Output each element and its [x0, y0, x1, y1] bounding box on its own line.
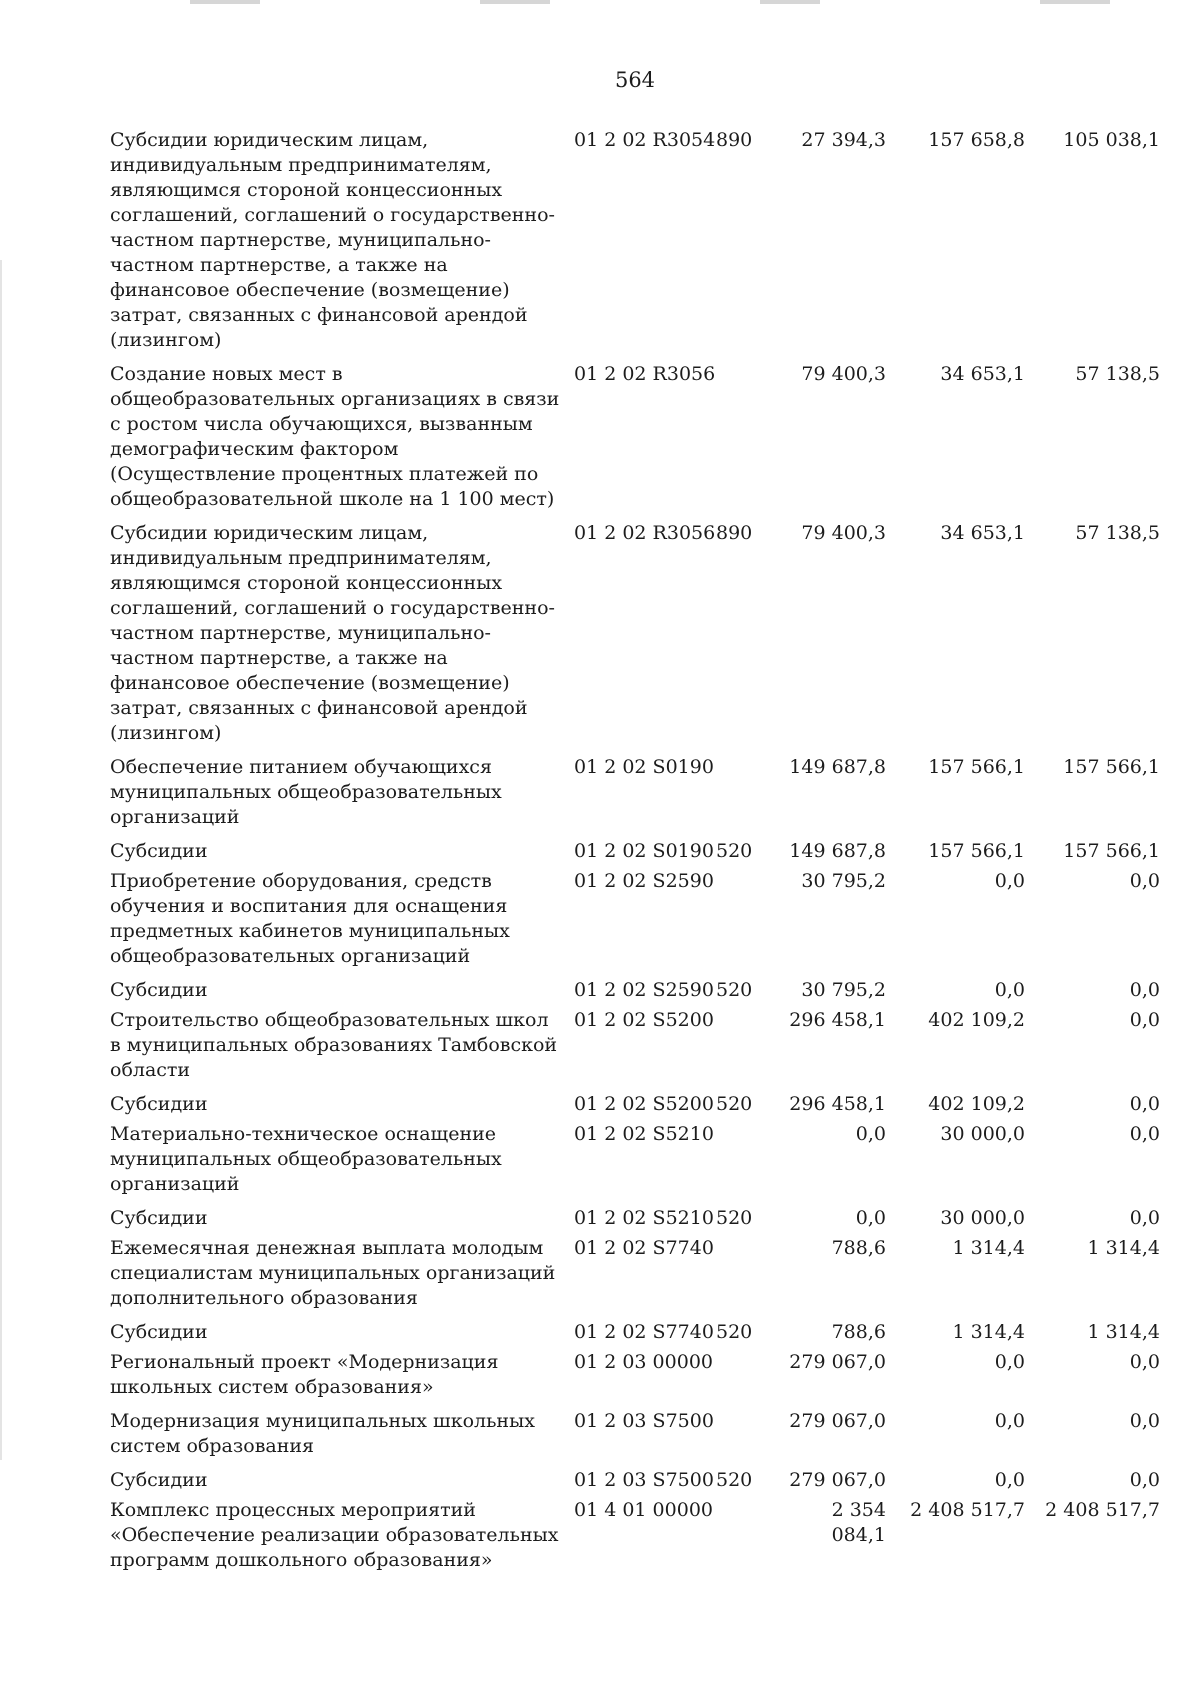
table-row [110, 755, 1180, 830]
row-amount-year-1: 296 458,1 [789, 1009, 886, 1031]
row-name: Субсидии юридическим лицам, индивидуальным предпринимателям, являющимся стороной концессионных соглашений, соглашений о государственно-частном партнерстве, муниципально-частном партнерстве, а также на финансовое обеспечение (возмещение) затрат, связанных с финансовой арендой (лизингом) [110, 522, 555, 744]
budget-table [110, 128, 1180, 1582]
row-amount-year-3: 0,0 [1129, 1207, 1160, 1229]
row-expense-type: 890 [716, 522, 753, 544]
row-code: 01 2 02 S0190 [574, 840, 714, 862]
row-amount-year-2: 1 314,4 [952, 1237, 1025, 1259]
row-name: Субсидии [110, 1207, 208, 1229]
row-amount-year-1: 0,0 [855, 1123, 886, 1145]
row-amount-year-3: 57 138,5 [1075, 522, 1160, 544]
row-amount-year-1: 2 354 084,1 [831, 1499, 886, 1546]
row-amount-year-3: 1 314,4 [1087, 1237, 1160, 1259]
row-amount-year-1: 79 400,3 [801, 522, 886, 544]
table-row [110, 869, 1180, 969]
row-name: Приобретение оборудования, средств обучения и воспитания для оснащения предметных кабинетов муниципальных общеобразовательных организаций [110, 870, 510, 967]
row-code: 01 2 03 00000 [574, 1351, 714, 1373]
row-amount-year-1: 788,6 [831, 1321, 886, 1343]
row-amount-year-3: 2 408 517,7 [1045, 1499, 1160, 1521]
row-code: 01 2 02 R3054 [574, 129, 716, 151]
row-code: 01 4 01 00000 [574, 1499, 714, 1521]
row-amount-year-1: 149 687,8 [789, 756, 886, 778]
row-name: Модернизация муниципальных школьных систем образования [110, 1410, 535, 1457]
row-name: Субсидии юридическим лицам, индивидуальным предпринимателям, являющимся стороной концессионных соглашений, соглашений о государственно-частном партнерстве, муниципально-частном партнерстве, а также на финансовое обеспечение (возмещение) затрат, связанных с финансовой арендой (лизингом) [110, 129, 555, 351]
row-amount-year-1: 30 795,2 [801, 870, 886, 892]
table-row [110, 1008, 1180, 1083]
row-name: Субсидии [110, 840, 208, 862]
row-amount-year-3: 157 566,1 [1063, 840, 1160, 862]
row-amount-year-3: 0,0 [1129, 1009, 1160, 1031]
row-code: 01 2 02 S0190 [574, 756, 714, 778]
table-row [110, 1320, 1180, 1345]
page-number: 564 [614, 68, 656, 92]
row-amount-year-2: 30 000,0 [940, 1207, 1025, 1229]
row-amount-year-3: 1 314,4 [1087, 1321, 1160, 1343]
scan-artifact [480, 0, 550, 4]
row-code: 01 2 02 S7740 [574, 1237, 714, 1259]
scan-edge [0, 260, 2, 1460]
row-amount-year-3: 0,0 [1129, 870, 1160, 892]
row-code: 01 2 02 S5200 [574, 1009, 714, 1031]
row-amount-year-2: 402 109,2 [928, 1009, 1025, 1031]
row-code: 01 2 02 R3056 [574, 363, 716, 385]
row-code: 01 2 02 S5210 [574, 1123, 714, 1145]
row-code: 01 2 02 S7740 [574, 1321, 714, 1343]
table-row [110, 839, 1180, 864]
row-amount-year-1: 279 067,0 [789, 1410, 886, 1432]
table-row [110, 521, 1180, 746]
row-code: 01 2 02 S5200 [574, 1093, 714, 1115]
row-name: Строительство общеобразовательных школ в муниципальных образованиях Тамбовской области [110, 1009, 558, 1081]
row-expense-type: 890 [716, 129, 753, 151]
row-amount-year-2: 34 653,1 [940, 363, 1025, 385]
row-amount-year-3: 0,0 [1129, 979, 1160, 1001]
row-name: Субсидии [110, 979, 208, 1001]
table-row [110, 1409, 1180, 1459]
row-amount-year-2: 157 566,1 [928, 840, 1025, 862]
table-row [110, 1206, 1180, 1231]
row-code: 01 2 02 R3056 [574, 522, 716, 544]
row-amount-year-1: 27 394,3 [801, 129, 886, 151]
row-expense-type: 520 [716, 1207, 753, 1229]
row-amount-year-2: 2 408 517,7 [910, 1499, 1025, 1521]
row-name: Материально-техническое оснащение муниципальных общеобразовательных организаций [110, 1123, 502, 1195]
row-amount-year-2: 0,0 [994, 979, 1025, 1001]
row-amount-year-3: 0,0 [1129, 1469, 1160, 1491]
row-amount-year-1: 279 067,0 [789, 1351, 886, 1373]
row-code: 01 2 02 S5210 [574, 1207, 714, 1229]
table-row [110, 1236, 1180, 1311]
row-amount-year-1: 79 400,3 [801, 363, 886, 385]
row-name: Комплекс процессных мероприятий «Обеспечение реализации образовательных программ дошкольного образования» [110, 1499, 559, 1571]
row-amount-year-2: 1 314,4 [952, 1321, 1025, 1343]
row-name: Региональный проект «Модернизация школьных систем образования» [110, 1351, 499, 1398]
row-name: Ежемесячная денежная выплата молодым специалистам муниципальных организаций дополнительного образования [110, 1237, 556, 1309]
row-expense-type: 520 [716, 1469, 753, 1491]
table-row [110, 1122, 1180, 1197]
row-expense-type: 520 [716, 1321, 753, 1343]
row-amount-year-2: 0,0 [994, 1410, 1025, 1432]
table-row [110, 128, 1180, 353]
row-code: 01 2 03 S7500 [574, 1410, 714, 1432]
row-amount-year-3: 0,0 [1129, 1123, 1160, 1145]
row-name: Субсидии [110, 1093, 208, 1115]
row-amount-year-1: 149 687,8 [789, 840, 886, 862]
table-row [110, 1092, 1180, 1117]
table-row [110, 1350, 1180, 1400]
row-amount-year-1: 30 795,2 [801, 979, 886, 1001]
table-row [110, 1468, 1180, 1493]
row-code: 01 2 03 S7500 [574, 1469, 714, 1491]
row-code: 01 2 02 S2590 [574, 870, 714, 892]
scan-artifact [760, 0, 820, 4]
row-amount-year-2: 30 000,0 [940, 1123, 1025, 1145]
row-amount-year-3: 0,0 [1129, 1410, 1160, 1432]
row-code: 01 2 02 S2590 [574, 979, 714, 1001]
row-amount-year-3: 0,0 [1129, 1093, 1160, 1115]
row-name: Создание новых мест в общеобразовательных организациях в связи с ростом числа обучающихся, вызванным демографическим фактором (Осуществление процентных платежей по общеобразовательной школе на 1 100 мест) [110, 363, 560, 510]
row-name: Субсидии [110, 1321, 208, 1343]
row-expense-type: 520 [716, 1093, 753, 1115]
row-amount-year-3: 0,0 [1129, 1351, 1160, 1373]
row-amount-year-3: 105 038,1 [1063, 129, 1160, 151]
row-amount-year-1: 0,0 [855, 1207, 886, 1229]
row-amount-year-1: 279 067,0 [789, 1469, 886, 1491]
row-amount-year-2: 402 109,2 [928, 1093, 1025, 1115]
row-name: Обеспечение питанием обучающихся муниципальных общеобразовательных организаций [110, 756, 502, 828]
scan-artifact [1040, 0, 1110, 4]
row-amount-year-2: 0,0 [994, 870, 1025, 892]
row-amount-year-2: 0,0 [994, 1469, 1025, 1491]
row-amount-year-2: 0,0 [994, 1351, 1025, 1373]
row-amount-year-2: 34 653,1 [940, 522, 1025, 544]
row-amount-year-3: 57 138,5 [1075, 363, 1160, 385]
row-amount-year-2: 157 658,8 [928, 129, 1025, 151]
scan-artifact [190, 0, 260, 4]
row-amount-year-1: 788,6 [831, 1237, 886, 1259]
row-amount-year-1: 296 458,1 [789, 1093, 886, 1115]
row-name: Субсидии [110, 1469, 208, 1491]
row-expense-type: 520 [716, 979, 753, 1001]
row-amount-year-3: 157 566,1 [1063, 756, 1160, 778]
table-row [110, 362, 1180, 512]
table-row [110, 1498, 1180, 1573]
row-expense-type: 520 [716, 840, 753, 862]
table-row [110, 978, 1180, 1003]
row-amount-year-2: 157 566,1 [928, 756, 1025, 778]
